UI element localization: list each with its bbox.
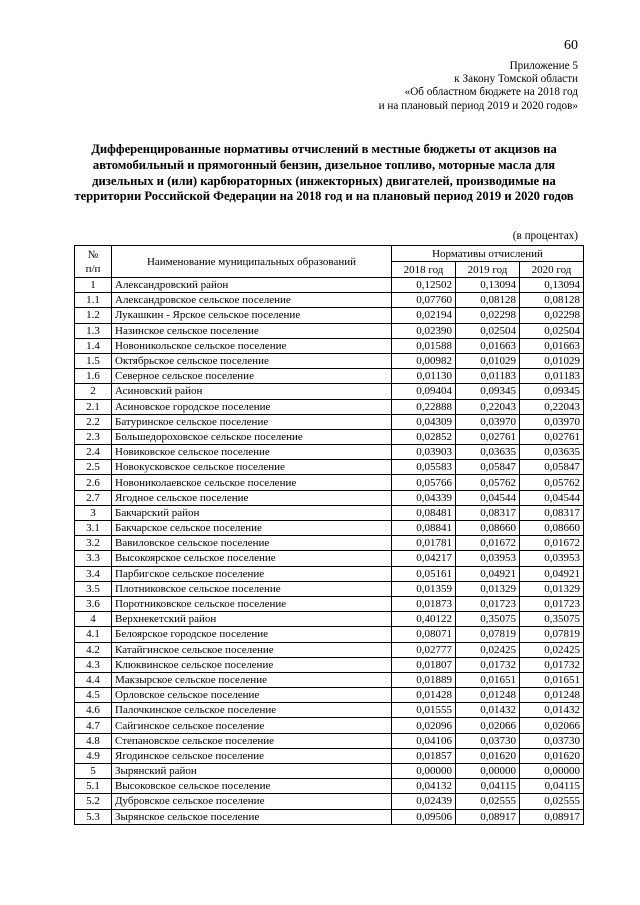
row-number-cell: 1.6 (75, 369, 112, 384)
row-number-cell: 5.1 (75, 779, 112, 794)
value-2019-cell: 0,01248 (456, 688, 520, 703)
value-2019-cell: 0,02504 (456, 323, 520, 338)
table-row (75, 581, 584, 596)
value-2020-cell: 0,01663 (520, 338, 584, 353)
row-number-cell: 4.9 (75, 748, 112, 763)
header-number-line-2: п/п (85, 262, 101, 275)
value-2020-cell: 0,01723 (520, 596, 584, 611)
table-row (75, 703, 584, 718)
value-2019-cell: 0,09345 (456, 384, 520, 399)
row-number-cell: 3.1 (75, 521, 112, 536)
value-2019-cell: 0,02761 (456, 429, 520, 444)
value-2018-cell: 0,02096 (392, 718, 456, 733)
municipality-name-cell: Парбигское сельское поселение (112, 566, 392, 581)
value-2019-cell: 0,01672 (456, 536, 520, 551)
header-municipality-name: Наименование муниципальных образований (112, 246, 392, 278)
value-2020-cell: 0,01248 (520, 688, 584, 703)
value-2020-cell: 0,03730 (520, 733, 584, 748)
value-2020-cell: 0,01651 (520, 672, 584, 687)
table-row (75, 642, 584, 657)
municipality-name-cell: Орловское сельское поселение (112, 688, 392, 703)
table-row (75, 551, 584, 566)
value-2020-cell: 0,07819 (520, 627, 584, 642)
table-row (75, 293, 584, 308)
value-2019-cell: 0,04921 (456, 566, 520, 581)
municipality-name-cell: Северное сельское поселение (112, 369, 392, 384)
table-row (75, 399, 584, 414)
header-number-line-1: № (87, 248, 99, 261)
table-row (75, 369, 584, 384)
row-number-cell: 2.3 (75, 429, 112, 444)
value-2018-cell: 0,02852 (392, 429, 456, 444)
row-number-cell: 4.5 (75, 688, 112, 703)
value-2018-cell: 0,08071 (392, 627, 456, 642)
value-2019-cell: 0,02066 (456, 718, 520, 733)
row-number-cell: 3.2 (75, 536, 112, 551)
value-2020-cell: 0,05847 (520, 460, 584, 475)
value-2020-cell: 0,08917 (520, 809, 584, 824)
table-row (75, 657, 584, 672)
value-2018-cell: 0,00000 (392, 764, 456, 779)
value-2020-cell: 0,04921 (520, 566, 584, 581)
value-2020-cell: 0,35075 (520, 612, 584, 627)
value-2018-cell: 0,40122 (392, 612, 456, 627)
value-2020-cell: 0,05762 (520, 475, 584, 490)
value-2018-cell: 0,07760 (392, 293, 456, 308)
municipality-name-cell: Дубровское сельское поселение (112, 794, 392, 809)
value-2018-cell: 0,01428 (392, 688, 456, 703)
municipality-name-cell: Ягодинское сельское поселение (112, 748, 392, 763)
table-row (75, 353, 584, 368)
value-2019-cell: 0,13094 (456, 278, 520, 293)
value-2020-cell: 0,04115 (520, 779, 584, 794)
table-row (75, 596, 584, 611)
row-number-cell: 4.4 (75, 672, 112, 687)
value-2019-cell: 0,02298 (456, 308, 520, 323)
row-number-cell: 3.6 (75, 596, 112, 611)
value-2020-cell: 0,01620 (520, 748, 584, 763)
value-2020-cell: 0,02761 (520, 429, 584, 444)
value-2018-cell: 0,09404 (392, 384, 456, 399)
value-2018-cell: 0,09506 (392, 809, 456, 824)
value-2020-cell: 0,02504 (520, 323, 584, 338)
row-number-cell: 5.2 (75, 794, 112, 809)
value-2018-cell: 0,01873 (392, 596, 456, 611)
table-header (75, 246, 584, 278)
row-number-cell: 1.3 (75, 323, 112, 338)
row-number-cell: 4.1 (75, 627, 112, 642)
row-number-cell: 5.3 (75, 809, 112, 824)
municipality-name-cell: Зырянский район (112, 764, 392, 779)
value-2019-cell: 0,03730 (456, 733, 520, 748)
municipality-name-cell: Высокоярское сельское поселение (112, 551, 392, 566)
table-row (75, 764, 584, 779)
municipality-name-cell: Бакчарское сельское поселение (112, 521, 392, 536)
value-2019-cell: 0,02425 (456, 642, 520, 657)
header-year-2020: 2020 год (520, 262, 584, 278)
table-row (75, 505, 584, 520)
value-2020-cell: 0,01029 (520, 353, 584, 368)
row-number-cell: 2.6 (75, 475, 112, 490)
value-2019-cell: 0,08917 (456, 809, 520, 824)
municipality-name-cell: Клюквинское сельское поселение (112, 657, 392, 672)
value-2019-cell: 0,22043 (456, 399, 520, 414)
value-2019-cell: 0,01329 (456, 581, 520, 596)
value-2019-cell: 0,02555 (456, 794, 520, 809)
value-2018-cell: 0,03903 (392, 445, 456, 460)
value-2019-cell: 0,03953 (456, 551, 520, 566)
municipality-name-cell: Новокусковское сельское поселение (112, 460, 392, 475)
appendix-line-1: Приложение 5 (509, 60, 578, 72)
value-2018-cell: 0,01781 (392, 536, 456, 551)
value-2020-cell: 0,02425 (520, 642, 584, 657)
row-number-cell: 4.3 (75, 657, 112, 672)
municipality-name-cell: Катайгинское сельское поселение (112, 642, 392, 657)
municipality-name-cell: Макзырское сельское поселение (112, 672, 392, 687)
municipality-name-cell: Большедороховское сельское поселение (112, 429, 392, 444)
row-number-cell: 1.1 (75, 293, 112, 308)
municipality-name-cell: Поротниковское сельское поселение (112, 596, 392, 611)
value-2020-cell: 0,09345 (520, 384, 584, 399)
value-2018-cell: 0,02777 (392, 642, 456, 657)
value-2018-cell: 0,02390 (392, 323, 456, 338)
table-row (75, 612, 584, 627)
municipality-name-cell: Плотниковское сельское поселение (112, 581, 392, 596)
row-number-cell: 4.6 (75, 703, 112, 718)
value-2020-cell: 0,01183 (520, 369, 584, 384)
value-2020-cell: 0,02066 (520, 718, 584, 733)
value-2018-cell: 0,01588 (392, 338, 456, 353)
value-2019-cell: 0,03635 (456, 445, 520, 460)
value-2018-cell: 0,01807 (392, 657, 456, 672)
municipality-name-cell: Батуринское сельское поселение (112, 414, 392, 429)
table-row (75, 460, 584, 475)
table-row (75, 384, 584, 399)
appendix-reference (379, 60, 578, 113)
table-row (75, 490, 584, 505)
value-2020-cell: 0,13094 (520, 278, 584, 293)
value-2020-cell: 0,01432 (520, 703, 584, 718)
value-2019-cell: 0,01651 (456, 672, 520, 687)
table-row (75, 475, 584, 490)
table-row (75, 323, 584, 338)
table-row (75, 748, 584, 763)
value-2019-cell: 0,01183 (456, 369, 520, 384)
value-2019-cell: 0,08317 (456, 505, 520, 520)
table-body (75, 278, 584, 825)
value-2018-cell: 0,01857 (392, 748, 456, 763)
header-year-2019: 2019 год (456, 262, 520, 278)
table-row (75, 688, 584, 703)
municipality-name-cell: Верхнекетский район (112, 612, 392, 627)
municipality-name-cell: Вавиловское сельское поселение (112, 536, 392, 551)
municipality-name-cell: Асиновское городское поселение (112, 399, 392, 414)
value-2020-cell: 0,08317 (520, 505, 584, 520)
municipality-name-cell: Сайгинское сельское поселение (112, 718, 392, 733)
row-number-cell: 2.7 (75, 490, 112, 505)
appendix-line-3: «Об областном бюджете на 2018 год (404, 86, 578, 99)
table-row (75, 414, 584, 429)
row-number-cell: 2.2 (75, 414, 112, 429)
appendix-line-2: к Закону Томской области (454, 73, 578, 86)
municipality-name-cell: Лукашкин - Ярское сельское поселение (112, 308, 392, 323)
header-norms-group: Нормативы отчислений (392, 246, 584, 262)
value-2020-cell: 0,08660 (520, 521, 584, 536)
value-2018-cell: 0,05161 (392, 566, 456, 581)
row-number-cell: 2.1 (75, 399, 112, 414)
value-2018-cell: 0,08481 (392, 505, 456, 520)
value-2018-cell: 0,12502 (392, 278, 456, 293)
row-number-cell: 1.4 (75, 338, 112, 353)
municipality-name-cell: Степановское сельское поселение (112, 733, 392, 748)
row-number-cell: 5 (75, 764, 112, 779)
value-2019-cell: 0,04544 (456, 490, 520, 505)
municipality-name-cell: Асиновский район (112, 384, 392, 399)
value-2018-cell: 0,01555 (392, 703, 456, 718)
table-row (75, 718, 584, 733)
value-2020-cell: 0,01672 (520, 536, 584, 551)
table-row (75, 308, 584, 323)
value-2020-cell: 0,00000 (520, 764, 584, 779)
row-number-cell: 4.2 (75, 642, 112, 657)
value-2019-cell: 0,03970 (456, 414, 520, 429)
document-title: Дифференцированные нормативы отчислений в местные бюджеты от акцизов на автомобильный и прямогонный бензин, дизельное топливо, моторные масла для дизельных и (или) карбюраторных (инжекторных) двигателей, производимые на территории Российской Федерации на 2018 год и на плановый период 2019 и 2020 годов (74, 142, 574, 204)
value-2018-cell: 0,01359 (392, 581, 456, 596)
page-number: 60 (564, 38, 578, 53)
table-row (75, 733, 584, 748)
row-number-cell: 2.4 (75, 445, 112, 460)
value-2018-cell: 0,04132 (392, 779, 456, 794)
value-2018-cell: 0,05583 (392, 460, 456, 475)
value-2019-cell: 0,01663 (456, 338, 520, 353)
unit-note: (в процентах) (512, 230, 578, 242)
value-2018-cell: 0,02194 (392, 308, 456, 323)
value-2018-cell: 0,08841 (392, 521, 456, 536)
municipality-name-cell: Новоникольское сельское поселение (112, 338, 392, 353)
municipality-name-cell: Октябрьское сельское поселение (112, 353, 392, 368)
value-2020-cell: 0,02555 (520, 794, 584, 809)
row-number-cell: 3.3 (75, 551, 112, 566)
header-year-2018: 2018 год (392, 262, 456, 278)
value-2019-cell: 0,07819 (456, 627, 520, 642)
value-2018-cell: 0,05766 (392, 475, 456, 490)
table-row (75, 566, 584, 581)
value-2018-cell: 0,04309 (392, 414, 456, 429)
value-2019-cell: 0,08660 (456, 521, 520, 536)
value-2019-cell: 0,01029 (456, 353, 520, 368)
table-row (75, 627, 584, 642)
value-2020-cell: 0,03970 (520, 414, 584, 429)
row-number-cell: 1.2 (75, 308, 112, 323)
value-2019-cell: 0,05847 (456, 460, 520, 475)
value-2018-cell: 0,02439 (392, 794, 456, 809)
table-row (75, 429, 584, 444)
municipality-name-cell: Зырянское сельское поселение (112, 809, 392, 824)
table-row (75, 278, 584, 293)
value-2019-cell: 0,35075 (456, 612, 520, 627)
value-2018-cell: 0,04217 (392, 551, 456, 566)
value-2019-cell: 0,01723 (456, 596, 520, 611)
value-2019-cell: 0,01432 (456, 703, 520, 718)
municipality-name-cell: Бакчарский район (112, 505, 392, 520)
row-number-cell: 2 (75, 384, 112, 399)
table-row (75, 672, 584, 687)
value-2018-cell: 0,00982 (392, 353, 456, 368)
table-row (75, 521, 584, 536)
value-2020-cell: 0,08128 (520, 293, 584, 308)
header-number (75, 246, 112, 278)
value-2020-cell: 0,22043 (520, 399, 584, 414)
value-2018-cell: 0,22888 (392, 399, 456, 414)
value-2018-cell: 0,04339 (392, 490, 456, 505)
value-2020-cell: 0,03635 (520, 445, 584, 460)
table-row (75, 445, 584, 460)
table-row (75, 794, 584, 809)
table-row (75, 809, 584, 824)
municipality-name-cell: Высоковское сельское поселение (112, 779, 392, 794)
row-number-cell: 4.7 (75, 718, 112, 733)
row-number-cell: 4 (75, 612, 112, 627)
value-2020-cell: 0,01329 (520, 581, 584, 596)
municipality-name-cell: Новониколаевское сельское поселение (112, 475, 392, 490)
norms-table (74, 245, 584, 825)
value-2020-cell: 0,04544 (520, 490, 584, 505)
row-number-cell: 1 (75, 278, 112, 293)
table-row (75, 536, 584, 551)
value-2018-cell: 0,01130 (392, 369, 456, 384)
row-number-cell: 3.5 (75, 581, 112, 596)
row-number-cell: 1.5 (75, 353, 112, 368)
municipality-name-cell: Александровское сельское поселение (112, 293, 392, 308)
row-number-cell: 3.4 (75, 566, 112, 581)
row-number-cell: 3 (75, 505, 112, 520)
municipality-name-cell: Палочкинское сельское поселение (112, 703, 392, 718)
value-2019-cell: 0,00000 (456, 764, 520, 779)
value-2019-cell: 0,05762 (456, 475, 520, 490)
row-number-cell: 2.5 (75, 460, 112, 475)
municipality-name-cell: Назинское сельское поселение (112, 323, 392, 338)
value-2019-cell: 0,01732 (456, 657, 520, 672)
table-row (75, 779, 584, 794)
value-2020-cell: 0,03953 (520, 551, 584, 566)
value-2020-cell: 0,02298 (520, 308, 584, 323)
table-row (75, 338, 584, 353)
value-2020-cell: 0,01732 (520, 657, 584, 672)
municipality-name-cell: Александровский район (112, 278, 392, 293)
value-2018-cell: 0,04106 (392, 733, 456, 748)
value-2019-cell: 0,08128 (456, 293, 520, 308)
value-2019-cell: 0,04115 (456, 779, 520, 794)
appendix-line-4: и на плановый период 2019 и 2020 годов» (378, 99, 578, 112)
municipality-name-cell: Новиковское сельское поселение (112, 445, 392, 460)
row-number-cell: 4.8 (75, 733, 112, 748)
municipality-name-cell: Белоярское городское поселение (112, 627, 392, 642)
value-2019-cell: 0,01620 (456, 748, 520, 763)
value-2018-cell: 0,01889 (392, 672, 456, 687)
municipality-name-cell: Ягодное сельское поселение (112, 490, 392, 505)
